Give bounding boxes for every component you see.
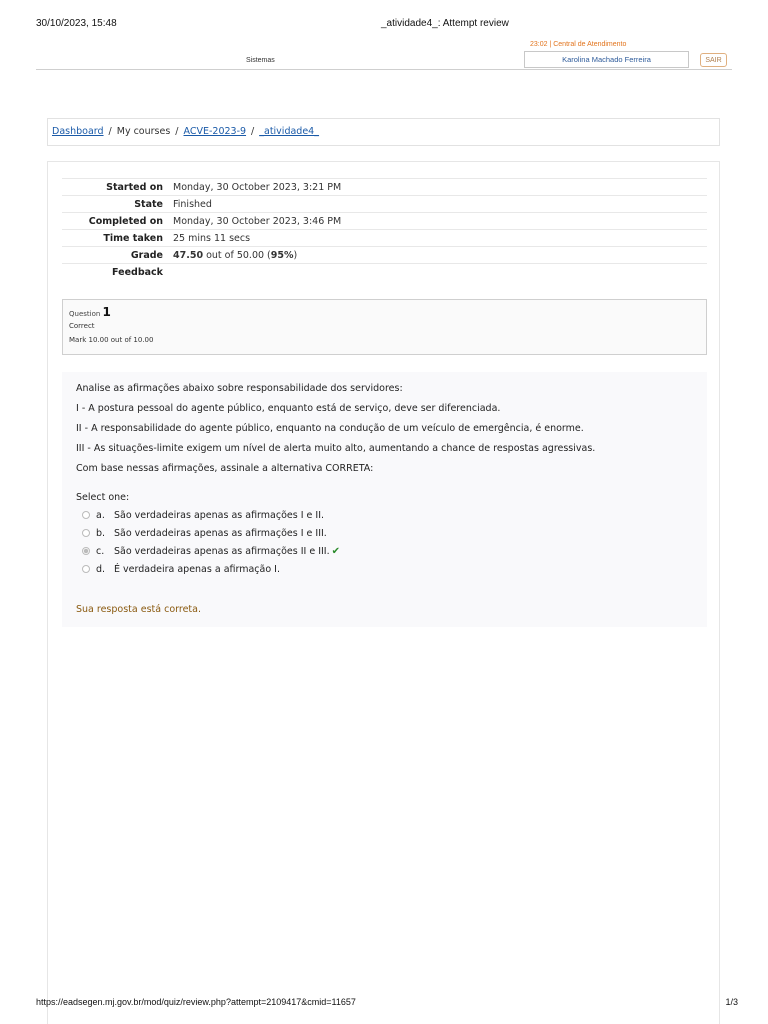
summary-value: Monday, 30 October 2023, 3:46 PM (173, 215, 342, 227)
summary-value: Monday, 30 October 2023, 3:21 PM (173, 181, 342, 193)
question-text-line: III - As situações-limite exigem um nível de alerta muito alto, aumentando a chance de respostas agressivas. (76, 443, 596, 454)
option-letter: b. (96, 527, 106, 539)
summary-row (62, 213, 707, 230)
question-state: Correct (69, 322, 95, 330)
summary-value: 25 mins 11 secs (173, 232, 251, 244)
radio-icon[interactable] (82, 511, 90, 519)
breadcrumb-course[interactable]: ACVE-2023-9 (183, 126, 247, 137)
grade-out-of: out of 50.00 ( (203, 249, 271, 261)
grade-percent: 95% (270, 249, 294, 261)
breadcrumb-dashboard[interactable]: Dashboard (52, 126, 104, 137)
breadcrumb-my-courses: My courses (116, 126, 171, 137)
summary-row (62, 247, 707, 264)
answer-option-b[interactable] (82, 526, 327, 540)
option-text: São verdadeiras apenas as afirmações II e III. (114, 545, 330, 557)
question-content (62, 372, 707, 627)
breadcrumb-separator: / (175, 126, 179, 137)
summary-label: Completed on (88, 215, 163, 227)
summary-label: State (134, 198, 163, 210)
question-mark: Mark 10.00 out of 10.00 (69, 336, 154, 344)
grade-close: ) (293, 249, 298, 261)
summary-label: Grade (130, 249, 163, 261)
summary-row (62, 230, 707, 247)
summary-row (62, 264, 707, 281)
option-text: São verdadeiras apenas as afirmações I e II. (114, 509, 325, 521)
grade-value (173, 247, 707, 264)
question-info (62, 299, 707, 355)
option-text: São verdadeiras apenas as afirmações I e III. (114, 527, 327, 539)
radio-icon[interactable] (82, 547, 90, 555)
option-letter: a. (96, 509, 105, 521)
sistemas-menu[interactable]: Sistemas (246, 57, 275, 64)
option-text: É verdadeira apenas a afirmação I. (114, 563, 281, 575)
summary-label: Time taken (103, 232, 163, 244)
answer-option-a[interactable] (82, 508, 324, 522)
radio-icon[interactable] (82, 565, 90, 573)
question-text-line: II - A responsabilidade do agente público, enquanto na condução de um veículo de emergência, é enorme. (76, 423, 584, 434)
summary-label: Feedback (112, 266, 163, 278)
radio-icon[interactable] (82, 529, 90, 537)
summary-value (173, 264, 707, 281)
grade-score: 47.50 (173, 249, 204, 261)
summary-value: Finished (173, 198, 212, 210)
breadcrumb-separator: / (108, 126, 112, 137)
question-text-line: Com base nessas afirmações, assinale a alternativa CORRETA: (76, 463, 374, 474)
question-number-value: 1 (102, 305, 111, 319)
option-letter: d. (96, 563, 106, 575)
site-topbar (36, 36, 732, 70)
logout-button[interactable]: SAIR (700, 53, 727, 67)
summary-label: Started on (106, 181, 163, 193)
question-prefix: Question (69, 310, 101, 318)
main-region (47, 161, 720, 1024)
attempt-summary-table (62, 178, 707, 281)
print-page-number: 1/3 (725, 997, 738, 1007)
breadcrumb-activity[interactable]: _atividade4_ (259, 126, 319, 137)
print-url: https://eadsegen.mj.gov.br/mod/quiz/review.php?attempt=2109417&cmid=11657 (36, 997, 356, 1007)
breadcrumb (47, 118, 720, 146)
print-title: _atividade4_: Attempt review (381, 18, 509, 29)
check-icon: ✔ (331, 545, 341, 557)
question-text-line: I - A postura pessoal do agente público, enquanto está de serviço, deve ser diferenciada. (76, 403, 501, 414)
option-letter: c. (96, 545, 105, 557)
summary-row (62, 179, 707, 196)
question-text-line: Analise as afirmações abaixo sobre responsabilidade dos servidores: (76, 383, 403, 394)
answer-feedback: Sua resposta está correta. (76, 604, 201, 615)
answer-option-c[interactable] (82, 544, 340, 558)
breadcrumb-separator: / (251, 126, 255, 137)
print-datetime: 30/10/2023, 15:48 (36, 18, 117, 29)
user-name[interactable]: Karolina Machado Ferreira (524, 51, 689, 68)
answer-option-d[interactable] (82, 562, 280, 576)
summary-row (62, 196, 707, 213)
helpline-link[interactable]: 23:02 | Central de Atendimento (530, 41, 627, 48)
select-one-label: Select one: (76, 492, 130, 503)
question-number (69, 305, 700, 319)
